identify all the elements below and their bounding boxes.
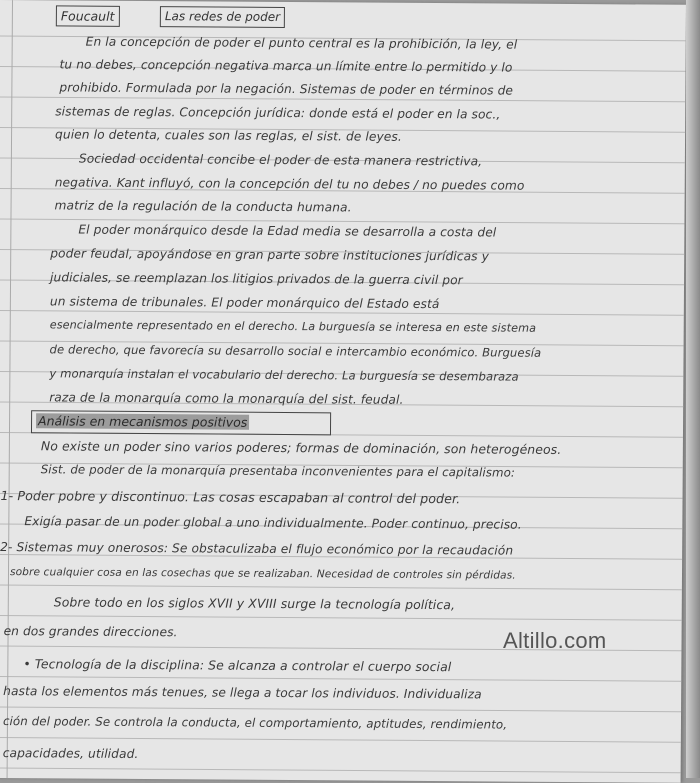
text-line-15: y monarquía instalan el vocabulario del derecho. La burguesía se desembaraza: [49, 366, 519, 384]
text-line-22: sobre cualquier cosa en las cosechas que se realizaban. Necesidad de controles sin pérdidas.: [9, 566, 516, 582]
text-line-27: ción del poder. Se controla la conducta, el comportamiento, aptitudes, rendimiento,: [2, 714, 508, 732]
watermark: Altillo.com: [503, 628, 607, 653]
text-line-10: poder feudal, apoyándose en gran parte sobre instituciones jurídicas y: [50, 246, 489, 264]
text-line-13: esencialmente representado en el derecho. La burguesía se interesa en este sistema: [49, 318, 537, 335]
text-line-1: En la concepción de poder el punto central es la prohibición, la ley, el: [85, 34, 518, 52]
header-tag-box: Foucault: [56, 5, 120, 26]
text-line-6: [79, 152, 482, 169]
header-title-box: Las redes de poder: [160, 6, 285, 28]
text-line-14: de derecho, que favorecía su desarrollo social e intercambio económico. Burguesía: [49, 342, 542, 360]
text-line-16: raza de la monarquía como la monarquía del sist. feudal.: [49, 390, 404, 407]
text-line-17: No existe un poder sino varios poderes; formas de dominación, son heterogéneos.: [40, 438, 562, 457]
text-line-18: Sist. de poder de la monarquía presentaba inconvenientes para el capitalismo:: [40, 462, 516, 480]
text-line-4: sistemas de reglas. Concepción jurídica: donde está el poder en la soc.,: [55, 104, 501, 122]
text-line-20: Exigía pasar de un poder global a uno individualmente. Poder continuo, preciso.: [24, 514, 522, 532]
text-line-5: quien lo detenta, cuales son las reglas, el sist. de leyes.: [55, 127, 402, 144]
text-line-2: tu no debes, concepción negativa marca un límite entre lo permitido y lo: [59, 57, 513, 75]
section-heading: Análisis en mecanismos positivos: [38, 413, 248, 430]
text-line-24: en dos grandes direcciones.: [3, 624, 178, 640]
text-line-19: 1- Poder pobre y discontinuo. Las cosas escapaban al control del poder.: [0, 488, 461, 507]
page-edge: [686, 0, 700, 778]
text-line-7: negativa. Kant influyó, con la concepción del tu no debes / no puedes como: [54, 175, 525, 193]
text-line-25: • Tecnología de la disciplina: Se alcanza a controlar el cuerpo social: [23, 656, 452, 675]
text-line-28: capacidades, utilidad.: [2, 746, 139, 761]
text-line-26: hasta los elementos más tenues, se llega a tocar los individuos. Individualiza: [3, 684, 482, 702]
margin-line: [7, 0, 13, 778]
highlighted-line: Sociedad occidental concibe el poder de esta manera restrictiva,: [78, 151, 483, 169]
text-line-12: un sistema de tribunales. El poder monárquico del Estado está: [49, 294, 440, 312]
text-line-23: Sobre todo en los siglos XVII y XVIII surge la tecnología política,: [53, 594, 456, 613]
text-line-3: prohibido. Formulada por la negación. Sistemas de poder en términos de: [59, 80, 514, 98]
section-heading-box: [31, 410, 331, 435]
text-line-21: 2- Sistemas muy onerosos: Se obstaculizaba el flujo económico por la recaudación: [0, 540, 514, 558]
text-line-11: judiciales, se reemplazan los litigios privados de la guerra civil por: [50, 270, 463, 288]
text-line-8: matriz de la regulación de la conducta humana.: [54, 198, 352, 215]
text-line-9: El poder monárquico desde la Edad media se desarrolla a costa del: [78, 222, 497, 240]
